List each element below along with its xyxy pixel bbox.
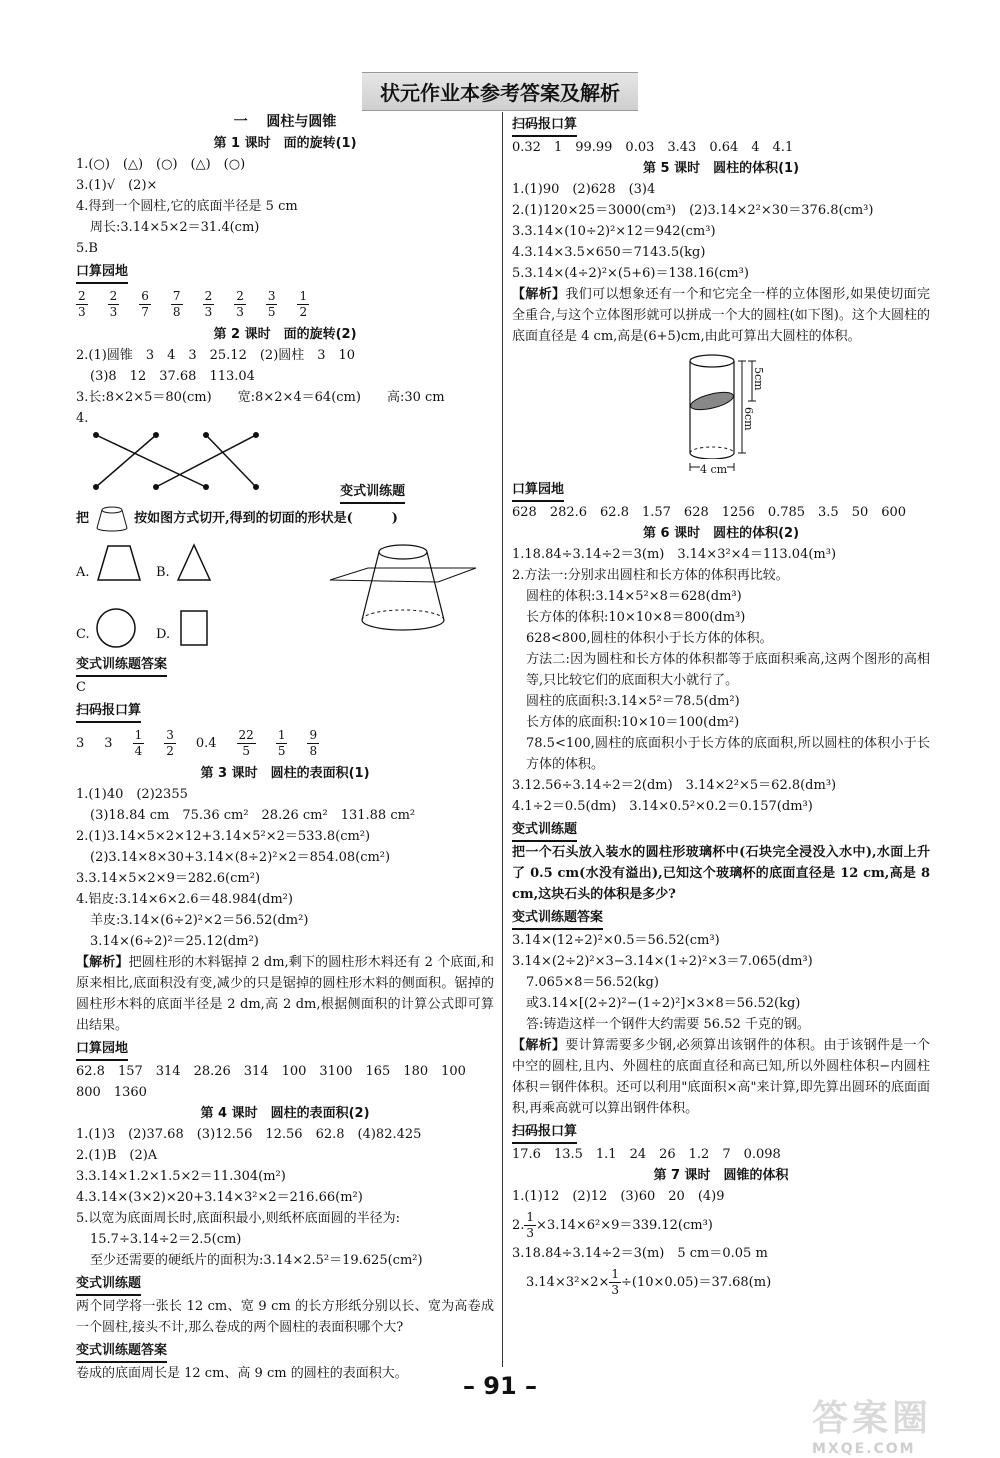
- answer-line: 长方体的体积:10×10×8＝800(dm³): [526, 610, 746, 625]
- saoma-row: [76, 723, 494, 763]
- answer-line: 3.3.14×5×2×9＝282.6(cm²): [76, 871, 261, 886]
- page-title: 状元作业本参考答案及解析: [362, 72, 638, 111]
- answer-line: 4.: [76, 411, 89, 426]
- fraction: $\frac{1}{4}$: [134, 727, 143, 758]
- answer-line: (3)18.84 cm 75.36 cm² 28.26 cm² 131.88 cm²: [90, 808, 416, 823]
- section-label-bianshi: 变式训练题: [76, 1273, 141, 1296]
- diameter-label: 4 cm: [700, 459, 727, 480]
- answer-line: 5.以宽为底面周长时,底面积最小,则纸杯底面圆的半径为:: [76, 1211, 401, 1226]
- section-label-kousuan: 口算园地: [76, 261, 128, 284]
- fraction: $\frac{1}{3}$: [611, 1266, 620, 1297]
- option-a-label: A.: [76, 565, 90, 580]
- section-label-saoma: 扫码报口算: [512, 1121, 577, 1144]
- fraction: $\frac{1}{2}$: [299, 288, 308, 319]
- saoma-value: 3: [104, 735, 113, 751]
- fraction: $\frac{3}{2}$: [166, 727, 174, 758]
- answer-line: 4.铝皮:3.14×6×2.6＝48.984(dm²): [76, 892, 293, 907]
- answer-line: 长方体的底面积:10×10＝100(dm²): [526, 715, 740, 730]
- answer-paragraph: 方法二:因为圆柱和长方体的体积都等于底面积乘高,这两个图形的高相等,只比较它们的底面积大小就行了。: [526, 652, 930, 688]
- answer-line: 3.3.14×(10÷2)²×12＝942(cm³): [512, 224, 716, 239]
- chapter-title: 一 圆柱与圆锥: [233, 114, 337, 130]
- answer-line: 3.长:8×2×5＝80(cm) 宽:8×2×4＝64(cm) 高:30 cm: [76, 390, 445, 405]
- explanation: 【解析】把圆柱形的木料锯掉 2 dm,剩下的圆柱形木料还有 2 个底面,和原来相比,底面积没有变,减少的只是锯掉的圆柱形木料的侧面积。锯掉的圆柱形木料的底面半径是 2 dm,高 2 dm,根据侧面积的计算公式即可算出结果。: [76, 955, 494, 1033]
- answer-line: 3.14×(2÷2)²×3−3.14×(1÷2)²×3＝7.065(dm³): [512, 954, 813, 969]
- fraction: $\frac{2}{3}$: [109, 288, 118, 319]
- answer-line: 17.6 13.5 1.1 24 26 1.2 7 0.098: [512, 1147, 781, 1162]
- answer-line: 0.32 1 99.99 0.03 3.43 0.64 4 4.1: [512, 140, 794, 155]
- left-column: [76, 112, 494, 1384]
- lesson-1-title: 第 1 课时 面的旋转(1): [213, 136, 357, 151]
- fraction: $\frac{6}{7}$: [141, 288, 149, 319]
- lesson-2-title: 第 2 课时 面的旋转(2): [213, 327, 357, 342]
- bianshi-question: 把一个石头放入装水的圆柱形玻璃杯中(石块完全浸没入水中),水面上升了 0.5 cm(水没有溢出),已知这个玻璃杯的底面直径是 12 cm,高是 8 cm,这块石头的体积是多少?: [512, 845, 930, 902]
- answer-line: 628<800,圆柱的体积小于长方体的体积。: [526, 631, 773, 646]
- option-d-label: D.: [156, 627, 171, 642]
- trapezoid-shape: [94, 542, 144, 586]
- lesson-3-title: 第 3 课时 圆柱的表面积(1): [200, 766, 370, 781]
- section-label-kousuan: 口算园地: [76, 1038, 128, 1061]
- answer-line: 800 1360: [76, 1085, 147, 1100]
- fraction: $\frac{9}{8}$: [309, 727, 318, 758]
- answer-line: 3.14×3²×2× $\frac{1}{3}$ ÷(10×0.05)＝37.68(m): [526, 1266, 772, 1297]
- cylinder-figure: [512, 347, 930, 477]
- lesson-5-title: 第 5 课时 圆柱的体积(1): [642, 161, 800, 176]
- answer-line: 4.3.14×3.5×650＝7143.5(kg): [512, 245, 706, 260]
- answer-line: 或3.14×[(2÷2)²−(1÷2)²]×3×8＝56.52(kg): [526, 996, 801, 1011]
- section-label-bianshi-answer: 变式训练题答案: [512, 907, 603, 930]
- answer-line: 1.(1)90 (2)628 (3)4: [512, 182, 656, 197]
- answer-line: 5.B: [76, 241, 98, 256]
- answer-line: 圆柱的体积:3.14×5²×8＝628(dm³): [526, 589, 742, 604]
- answer-line: 羊皮:3.14×(6÷2)²×2＝56.52(dm²): [90, 913, 309, 928]
- answer-line: (3)8 12 37.68 113.04: [90, 369, 255, 384]
- lesson-6-title: 第 6 课时 圆柱的体积(2): [642, 526, 800, 541]
- answer-line: 3.14×(6÷2)²＝25.12(dm²): [90, 934, 259, 949]
- answer-line: 1.(1)40 (2)2355: [76, 787, 188, 802]
- section-label-bianshi: 变式训练题: [512, 819, 577, 842]
- explanation: 【解析】要计算需要多少钢,必须算出该钢件的体积。由于该钢件是一个中空的圆柱,且内、外圆柱的底面直径和高已知,所以外圆柱体积−内圆柱体积＝钢件体积。还可以利用"底面积×高"来计算,即先算出圆环的底面面积,再乘高就可以算出钢件体积。: [512, 1038, 930, 1116]
- answer-line: 15.7÷3.14÷2＝2.5(cm): [90, 1232, 242, 1247]
- answer-line: 3.12.56÷3.14÷2＝2(dm) 3.14×2²×5＝62.8(dm³): [512, 778, 837, 793]
- answer-line: 4.1÷2＝0.5(dm) 3.14×0.5²×0.2＝0.157(dm³): [512, 799, 813, 814]
- section-label-saoma: 扫码报口算: [512, 114, 577, 137]
- frustum-icon: [94, 505, 130, 533]
- saoma-value: 0.4: [195, 735, 217, 751]
- rectangle-shape: [178, 608, 212, 648]
- option-c-label: C.: [76, 627, 90, 642]
- section-label-bianshi: 变式训练题: [340, 481, 405, 504]
- triangle-shape: [174, 542, 214, 586]
- answer-line: 3.(1)√ (2)×: [76, 178, 158, 193]
- circle-shape: [94, 606, 138, 650]
- answer-line: C: [76, 680, 86, 695]
- matching-lines-diagram: [76, 429, 336, 495]
- answer-line: 628 282.6 62.8 1.57 628 1256 0.785 3.5 50 600: [512, 505, 907, 520]
- answer-line: 3.14×(12÷2)²×0.5＝56.52(cm³): [512, 933, 720, 948]
- right-column: [512, 112, 930, 1300]
- cut-frustum-diagram: [328, 534, 478, 644]
- answer-line: 2.(1)3.14×5×2×12+3.14×5²×2＝533.8(cm²): [76, 829, 371, 844]
- column-divider: [502, 112, 503, 1367]
- section-label-saoma: 扫码报口算: [76, 700, 141, 723]
- answer-line: 62.8 157 314 28.26 314 100 3100 165 180 100: [76, 1064, 466, 1079]
- answer-line: 1.(1)12 (2)12 (3)60 20 (4)9: [512, 1189, 725, 1204]
- bianshi-question: 两个同学将一张长 12 cm、宽 9 cm 的长方形纸分别以长、宽为高卷成一个圆柱,接头不计,那么卷成的两个圆柱的表面积哪个大?: [76, 1299, 494, 1335]
- answer-line: 2.(1)B (2)A: [76, 1148, 158, 1163]
- answer-line: 1.18.84÷3.14÷2＝3(m) 3.14×3²×4＝113.04(m³): [512, 547, 837, 562]
- answer-line: 3.3.14×1.2×1.5×2＝11.304(m²): [76, 1169, 286, 1184]
- answer-line: 1.(○) (△) (○) (△) (○): [76, 157, 246, 172]
- fraction: $\frac{7}{8}$: [172, 288, 181, 319]
- answer-line: 3.18.84÷3.14÷2＝3(m) 5 cm＝0.05 m: [512, 1246, 768, 1261]
- answer-line: 1.(1)3 (2)37.68 (3)12.56 12.56 62.8 (4)82.425: [76, 1127, 422, 1142]
- fraction: $\frac{2}{3}$: [78, 288, 86, 319]
- height-label-5cm: 5cm: [752, 367, 765, 391]
- answer-line: 至少还需要的硬纸片的面积为:3.14×2.5²＝19.625(cm²): [90, 1253, 423, 1268]
- page-number: – 91 –: [462, 1372, 538, 1400]
- fraction: $\frac{1}{3}$: [526, 1209, 535, 1240]
- bianshi-question: 把 按如图方式切开,得到的切面的形状是( ): [76, 504, 494, 534]
- fraction: $\frac{3}{5}$: [267, 288, 276, 319]
- options-area: [76, 534, 494, 652]
- answer-line: 4.得到一个圆柱,它的底面半径是 5 cm: [76, 199, 298, 214]
- answer-paragraph: 78.5<100,圆柱的底面积小于长方体的底面积,所以圆柱的体积小于长方体的体积。: [526, 736, 930, 772]
- answer-line: 2.方法一:分别求出圆柱和长方体的体积再比较。: [512, 568, 789, 583]
- answer-line: 7.065×8＝56.52(kg): [526, 975, 659, 990]
- answer-line: 卷成的底面周长是 12 cm、高 9 cm 的圆柱的表面积大。: [76, 1366, 408, 1381]
- saoma-value: 3: [76, 735, 85, 751]
- height-label-6cm: 6cm: [742, 407, 755, 431]
- answer-line: 2.(1)120×25＝3000(cm³) (2)3.14×2²×30＝376.8(cm³): [512, 203, 874, 218]
- fraction: $\frac{22}{5}$: [238, 727, 254, 758]
- fraction: $\frac{1}{5}$: [277, 727, 286, 758]
- section-label-bianshi-answer: 变式训练题答案: [76, 1340, 167, 1363]
- section-label-kousuan: 口算园地: [512, 479, 564, 502]
- option-b-label: B.: [156, 565, 170, 580]
- title-wrap: [0, 72, 1000, 111]
- answer-line: 圆柱的底面积:3.14×5²＝78.5(dm²): [526, 694, 740, 709]
- answer-line: 5.3.14×(4÷2)²×(5+6)＝138.16(cm³): [512, 266, 749, 281]
- fraction-row: [76, 284, 494, 324]
- answer-line: 4.3.14×(3×2)×20+3.14×3²×2＝216.66(m²): [76, 1190, 363, 1205]
- section-label-bianshi-answer: 变式训练题答案: [76, 654, 167, 677]
- answer-line: 答:铸造这样一个钢件大约需要 56.52 千克的钢。: [526, 1017, 810, 1032]
- lesson-4-title: 第 4 课时 圆柱的表面积(2): [200, 1106, 370, 1121]
- lesson-7-title: 第 7 课时 圆锥的体积: [653, 1168, 789, 1183]
- answer-line: 周长:3.14×5×2＝31.4(cm): [90, 220, 260, 235]
- answer-line: 2.(1)圆锥 3 4 3 25.12 (2)圆柱 3 10: [76, 348, 356, 363]
- answer-line: 2. $\frac{1}{3}$ ×3.14×6²×9＝339.12(cm³): [512, 1209, 713, 1240]
- answer-line: (2)3.14×8×30+3.14×(8÷2)²×2＝854.08(cm²): [90, 850, 391, 865]
- watermark-logo: 答案圈 MXQE.COM: [812, 1398, 933, 1457]
- fraction: $\frac{2}{3}$: [204, 288, 213, 319]
- fraction: $\frac{2}{3}$: [236, 288, 244, 319]
- explanation: 【解析】我们可以想象还有一个和它完全一样的立体图形,如果使切面完全重合,与这个立体图形就可以拼成一个大的圆柱(如下图)。这个大圆柱的底面直径是 4 cm,高是(6+5)cm,由此可算出大圆柱的体积。: [512, 287, 930, 344]
